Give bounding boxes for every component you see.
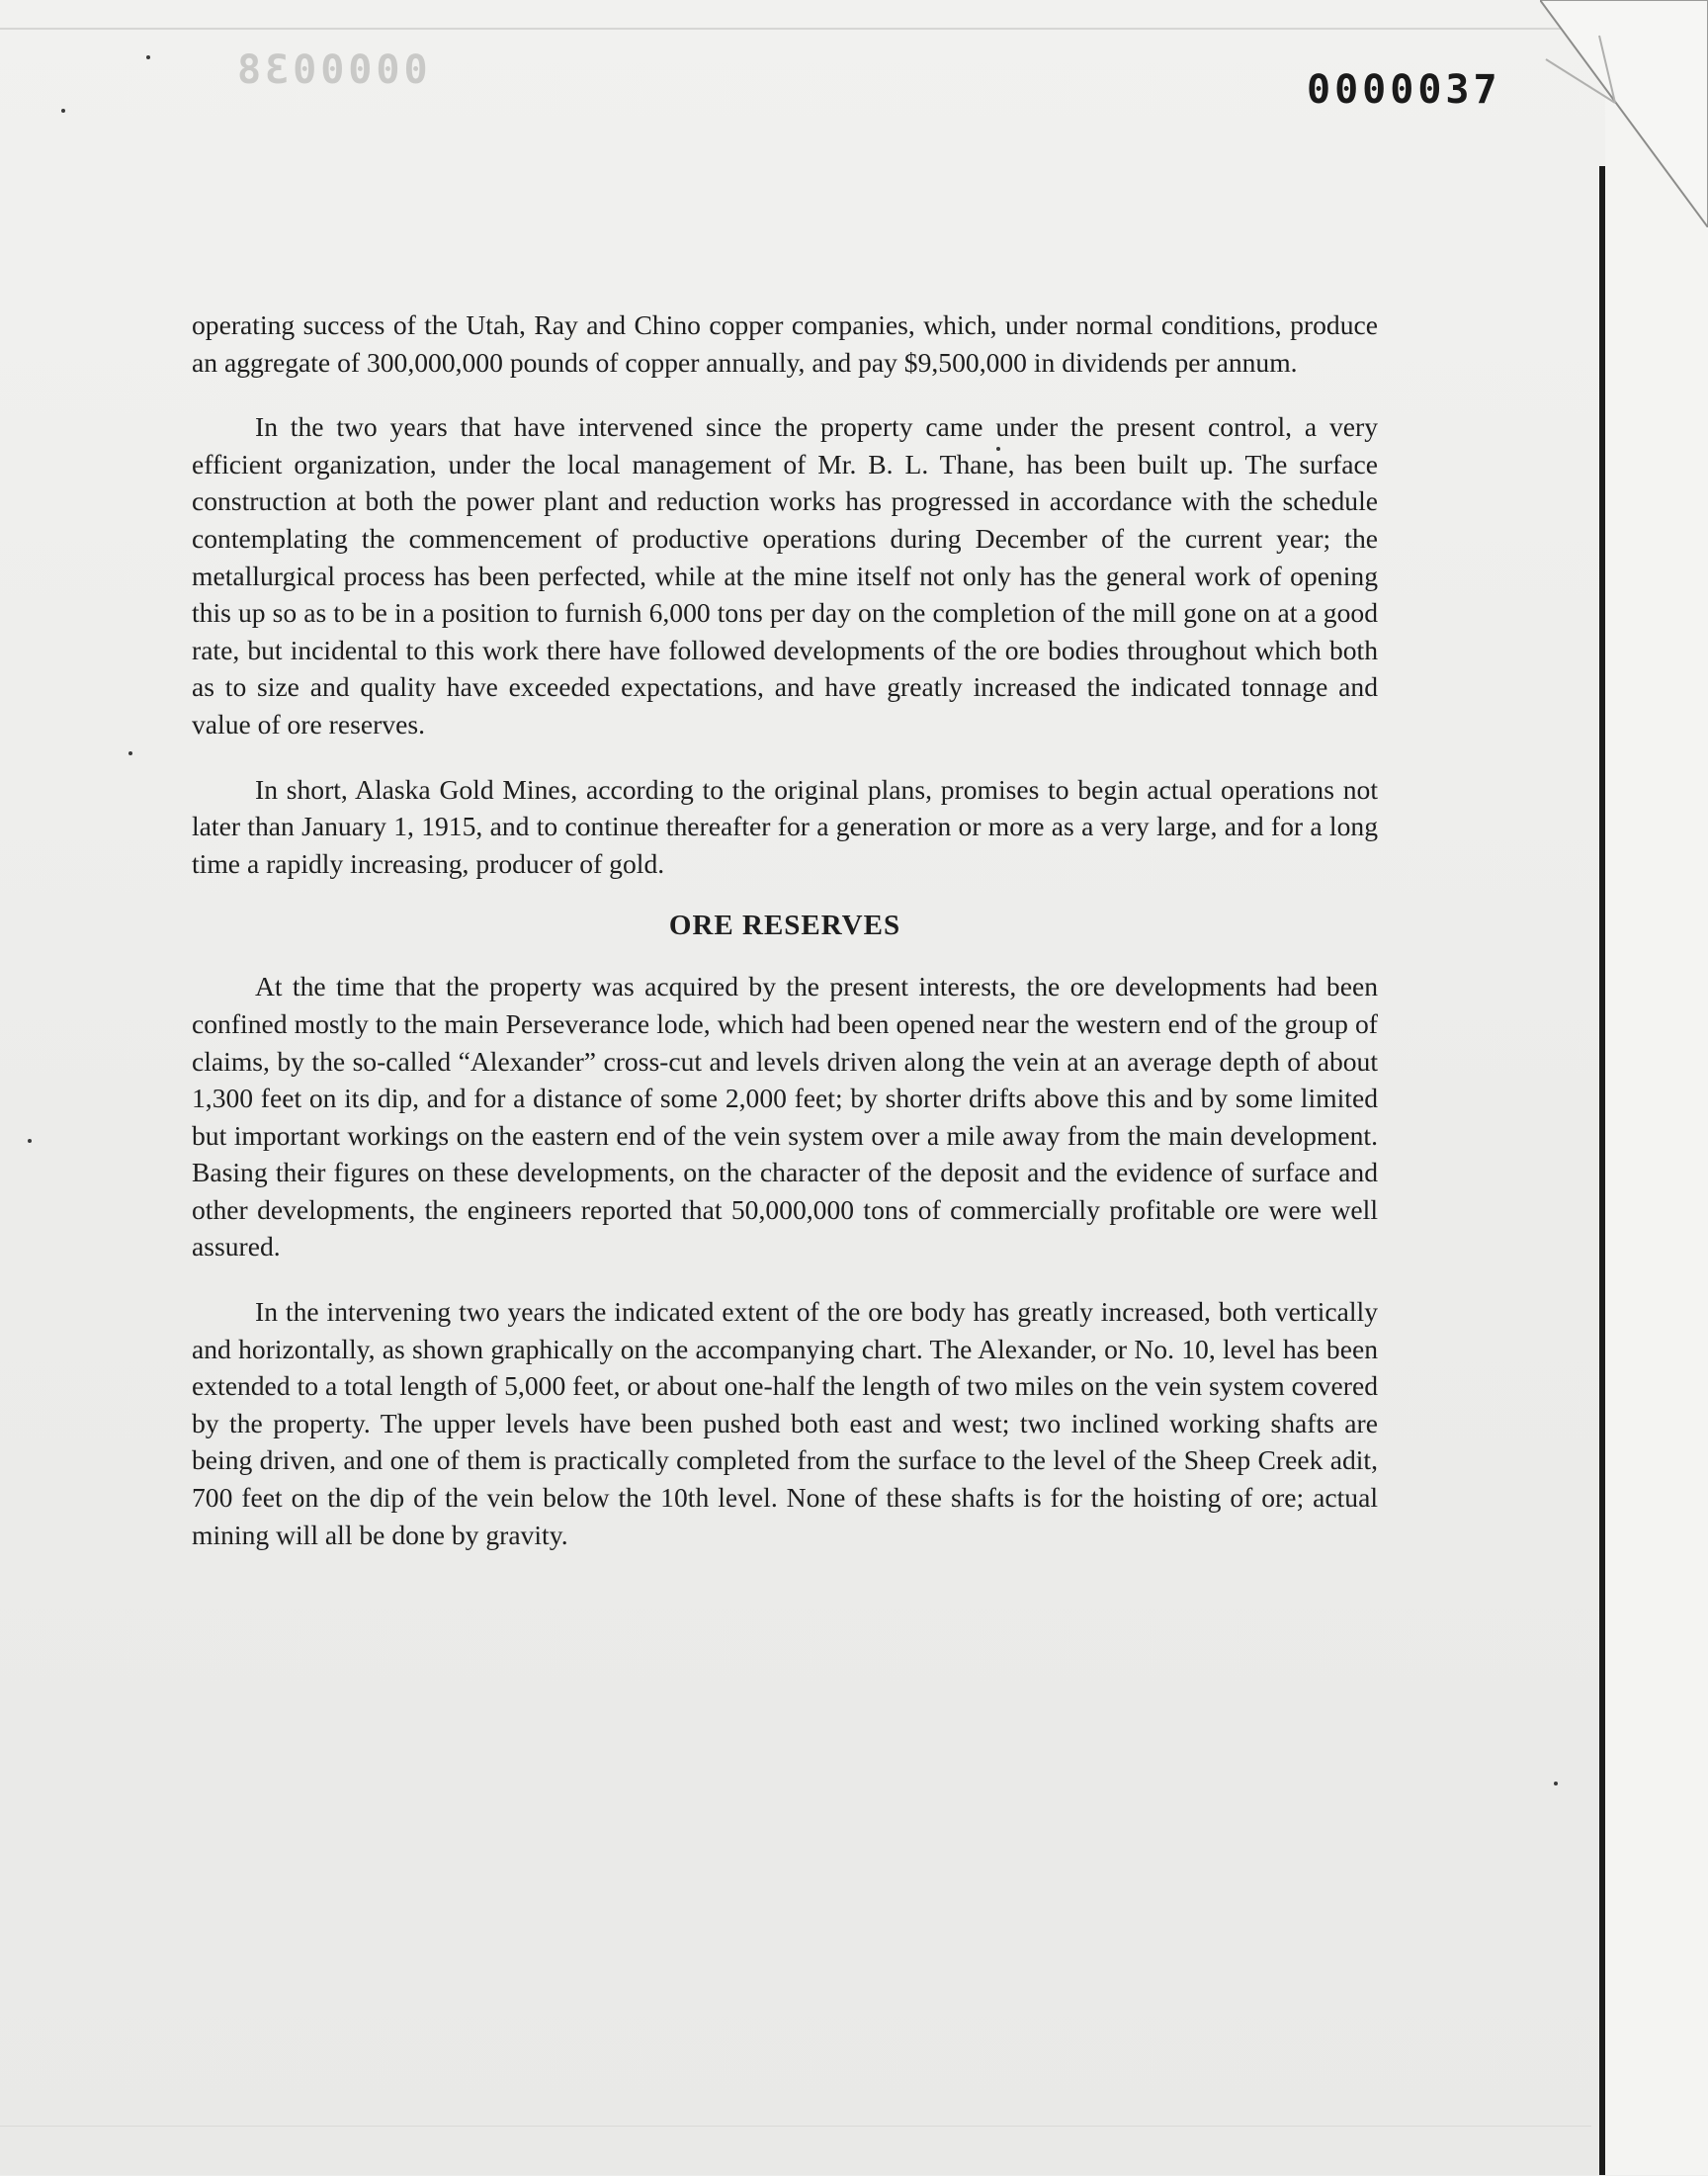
scan-speck (146, 55, 150, 59)
paragraph: operating success of the Utah, Ray and Chino copper companies, which, under normal conditions, produce an aggregate of 300,000,000 pounds of copper annually, and pay $9,500,000 in dividends per annum. (192, 309, 1378, 378)
paragraph: At the time that the property was acquired by the present interests, the ore developments had been confined mostly to the main Perseverance lode, which had been opened near the western end of the group of claims, by the so-called “Alexander” cross-cut and levels driven along the vein at an average depth of about 1,300 feet on its dip, and for a distance of some 2,000 feet; by shorter drifts above this and by some limited but important workings on the eastern end of the vein system over a mile away from the main development. Basing their figures on these developments, on the character of the deposit and the evidence of surface and other developments, the engineers reported that 50,000,000 tons of commercially profitable ore were well assured. (192, 971, 1378, 1262)
paragraph: In short, Alaska Gold Mines, according to the original plans, promises to begin actual operations not later than January 1, 1915, and to continue thereafter for a generation or more as a very large, and for a long time a rapidly increasing, producer of gold. (192, 773, 1378, 879)
paragraph: In the two years that have intervened since the property came under the present control, a very efficient organization, under the local management of Mr. B. L. Thane, has been built up. The surface construction at both the power plant and reduction works has progressed in accordance with the schedule contemplating the commencement of productive operations during December of the current year; the metallurgical process has been perfected, while at the mine itself not only has the general work of opening this up so as to be in a position to furnish 6,000 tons per day on the completion of the mill gone on at a good rate, but incidental to this work there have followed developments of the ore bodies throughout which both as to size and quality have exceeded expectations, and have greatly increased the indicated tonnage and value of ore reserves. (192, 411, 1378, 740)
paragraph: In the intervening two years the indicated extent of the ore body has greatly increased, both vertically and horizontally, as shown graphically on the accompanying chart. The Alexander, or No. 10, level has been extended to a total length of 5,000 feet, or about one-half the length of two miles on the vein system covered by the property. The upper levels have been pushed both east and west; two inclined working shafts are being driven, and one of them is practically completed from the surface to the level of the Sheep Creek adit, 700 feet on the dip of the vein below the 10th level. None of these shafts is for the hoisting of ore; actual mining will all be done by gravity. (192, 1296, 1378, 1550)
bleed-through-page-number: 0000038 (233, 47, 428, 93)
scan-artifact-line (0, 28, 1581, 30)
scan-speck (128, 751, 132, 755)
body-text (192, 306, 1378, 1581)
scan-speck (1554, 1782, 1558, 1785)
page-number: 0000037 (1307, 67, 1501, 113)
folded-corner-icon (1540, 0, 1708, 227)
scan-speck (61, 109, 65, 113)
scan-speck (28, 1139, 32, 1143)
scan-artifact-line (0, 2126, 1591, 2176)
section-heading: ORE RESERVES (668, 910, 901, 942)
right-margin (1605, 0, 1708, 2175)
right-edge-rule (1599, 166, 1605, 2175)
